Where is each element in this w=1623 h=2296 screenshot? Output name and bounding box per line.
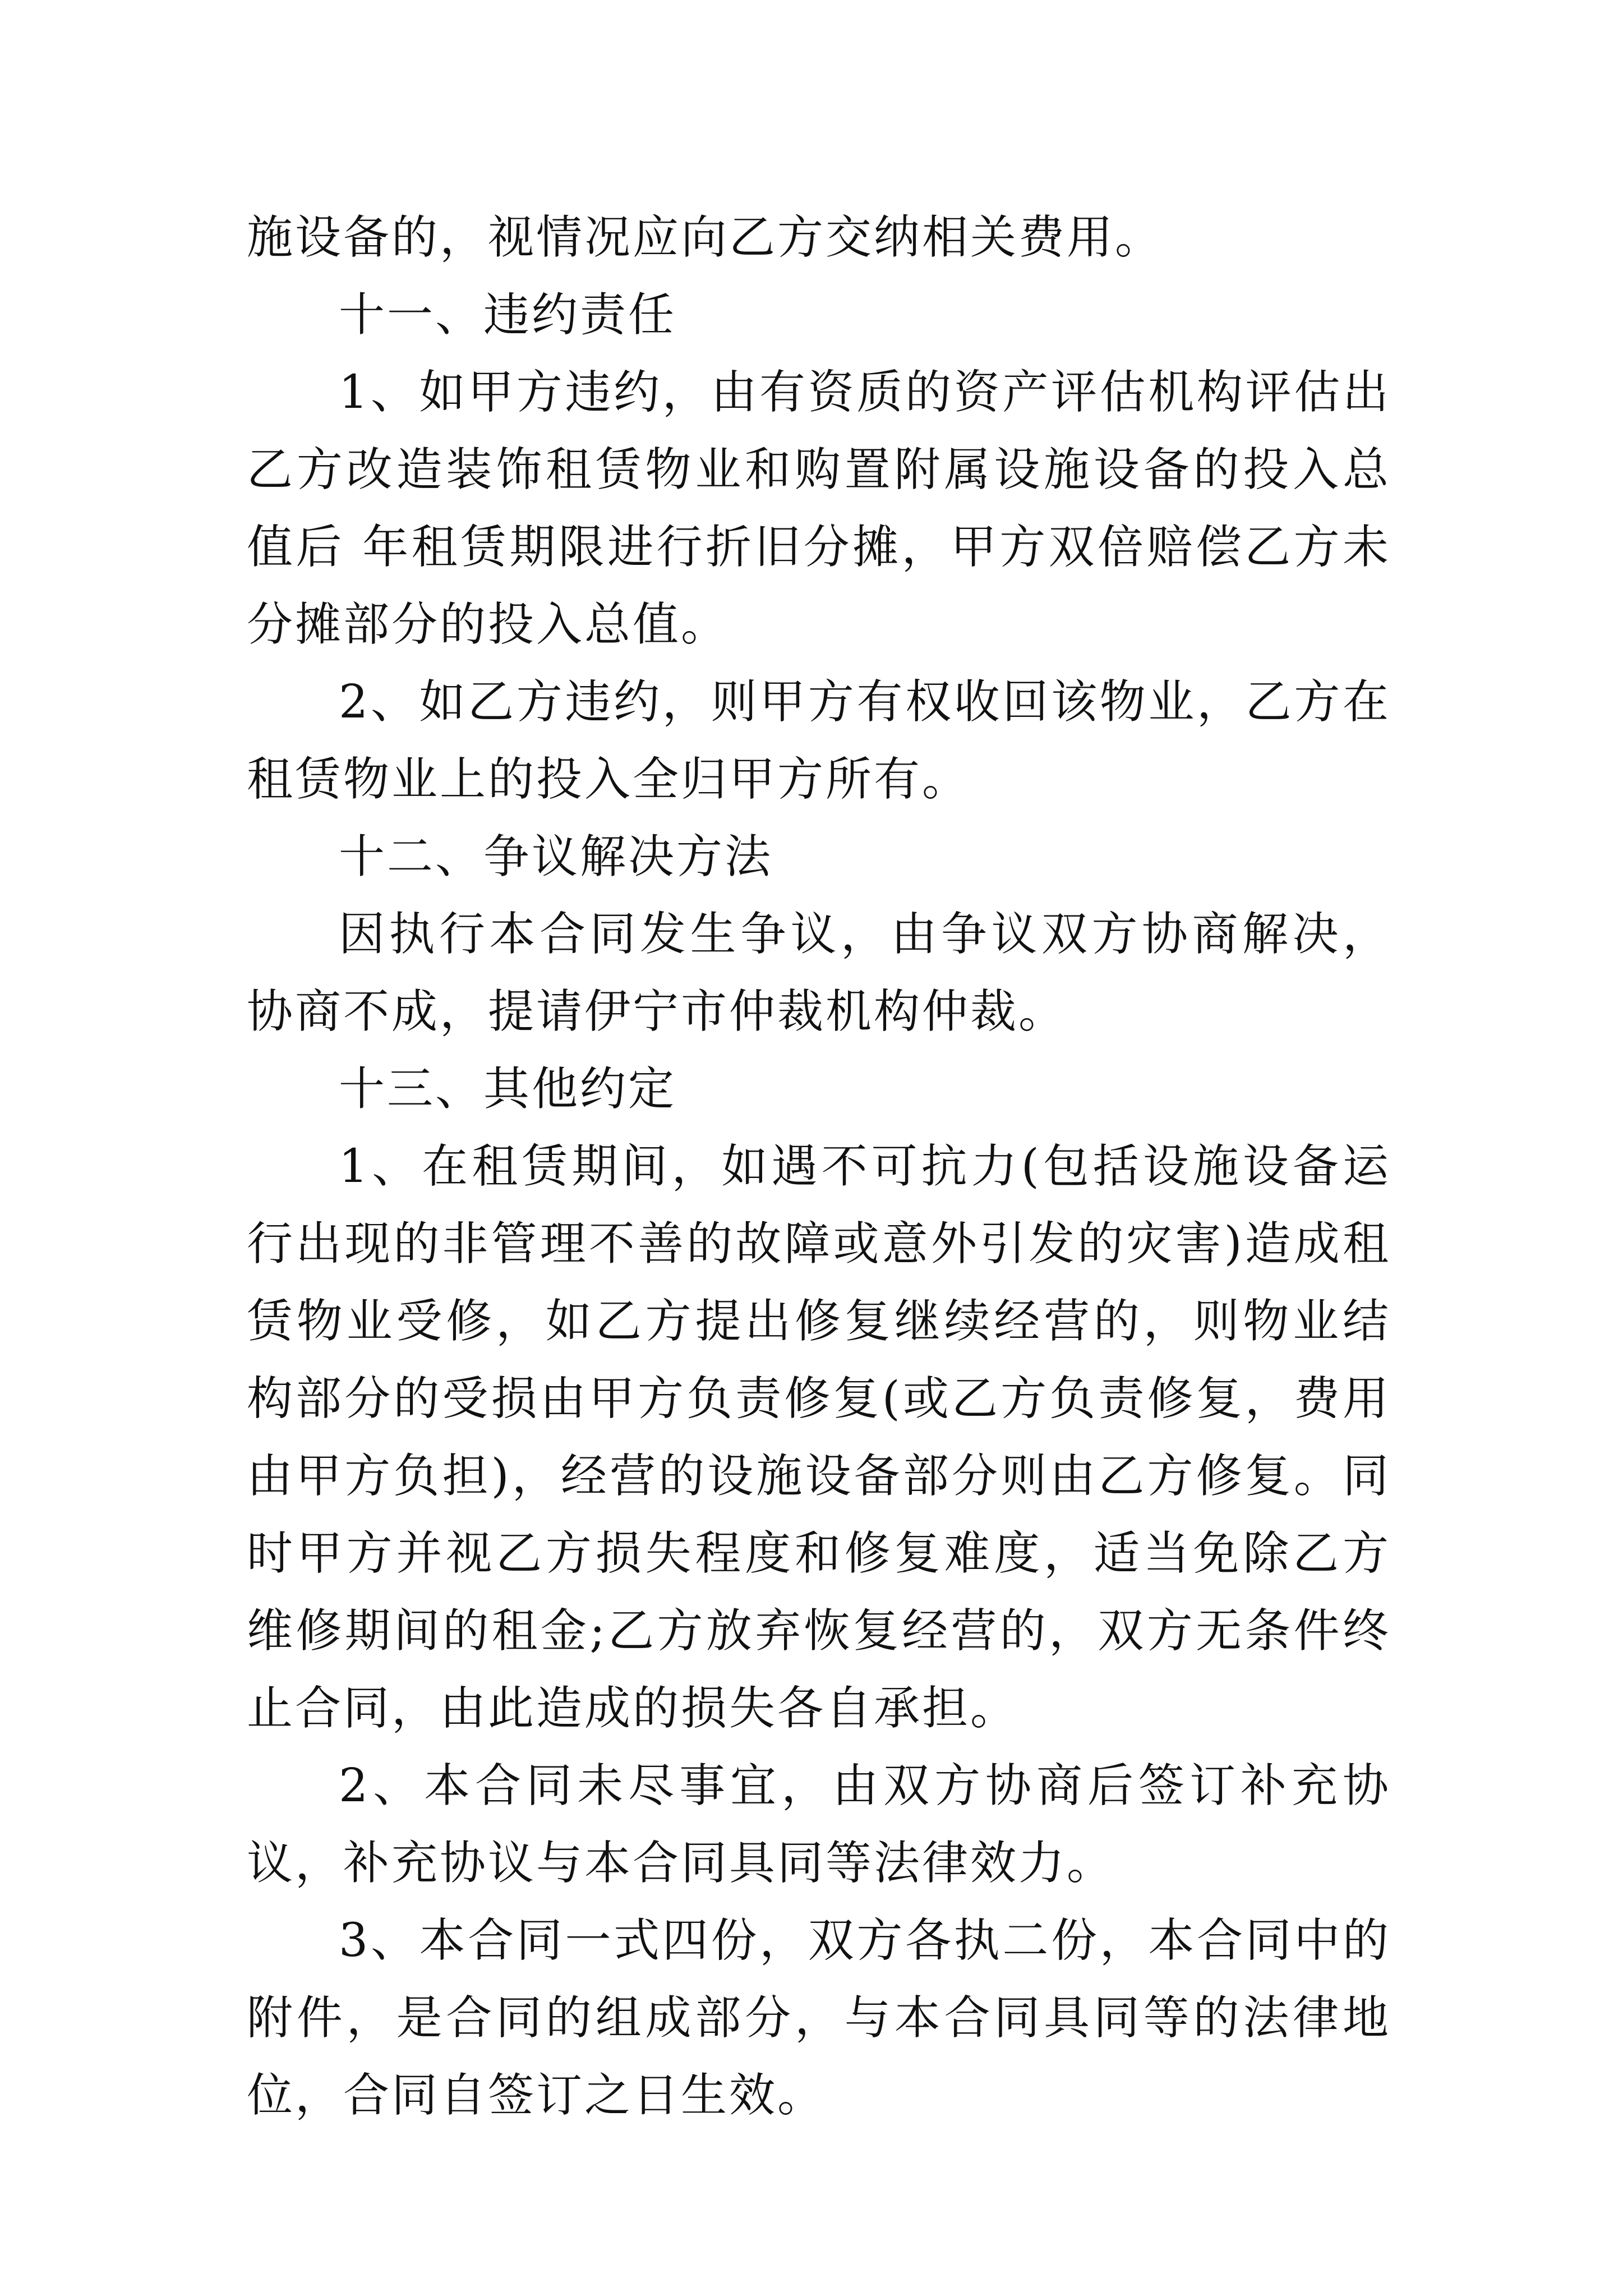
paragraph-party-a-breach: 1、如甲方违约，由有资质的资产评估机构评估出乙方改造装饰租赁物业和购置附属设施设备的投入总值后 年租赁期限进行折旧分摊，甲方双倍赔偿乙方未分摊部分的投入总值。 (247, 366, 1391, 651)
paragraph-dispute-resolution: 因执行本合同发生争议，由争议双方协商解决，协商不成，提请伊宁市仲裁机构仲裁。 (247, 908, 1391, 1038)
paragraph-party-b-breach: 2、如乙方违约，则甲方有权收回该物业，乙方在租赁物业上的投入全归甲方所有。 (247, 675, 1391, 806)
paragraph-continuation: 施设备的，视情况应向乙方交纳相关费用。 (247, 211, 1164, 264)
paragraph-force-majeure: 1、在租赁期间，如遇不可抗力(包括设施设备运行出现的非管理不善的故障或意外引发的灾害)造成租赁物业受修，如乙方提出修复继续经营的，则物业结构部分的受损由甲方负责修复(或乙方负责修复，费用由甲方负担)，经营的设施设备部分则由乙方修复。同时甲方并视乙方损失程度和修复难度，适当免除乙方维修期间的租金;乙方放弃恢复经营的，双方无条件终止合同，由此造成的损失各自承担。 (247, 1140, 1391, 1735)
paragraph-supplementary-agreement: 2、本合同未尽事宜，由双方协商后签订补充协议，补充协议与本合同具同等法律效力。 (247, 1759, 1391, 1890)
section-heading-dispute-resolution: 十二、争议解决方法 (339, 830, 773, 884)
section-heading-breach-liability: 十一、违约责任 (339, 288, 677, 342)
paragraph-contract-copies: 3、本合同一式四份，双方各执二份，本合同中的附件，是合同的组成部分，与本合同具同等的法律地位，合同自签订之日生效。 (247, 1914, 1391, 2122)
document-body (247, 199, 1391, 2134)
section-heading-other-provisions: 十三、其他约定 (339, 1062, 677, 1116)
